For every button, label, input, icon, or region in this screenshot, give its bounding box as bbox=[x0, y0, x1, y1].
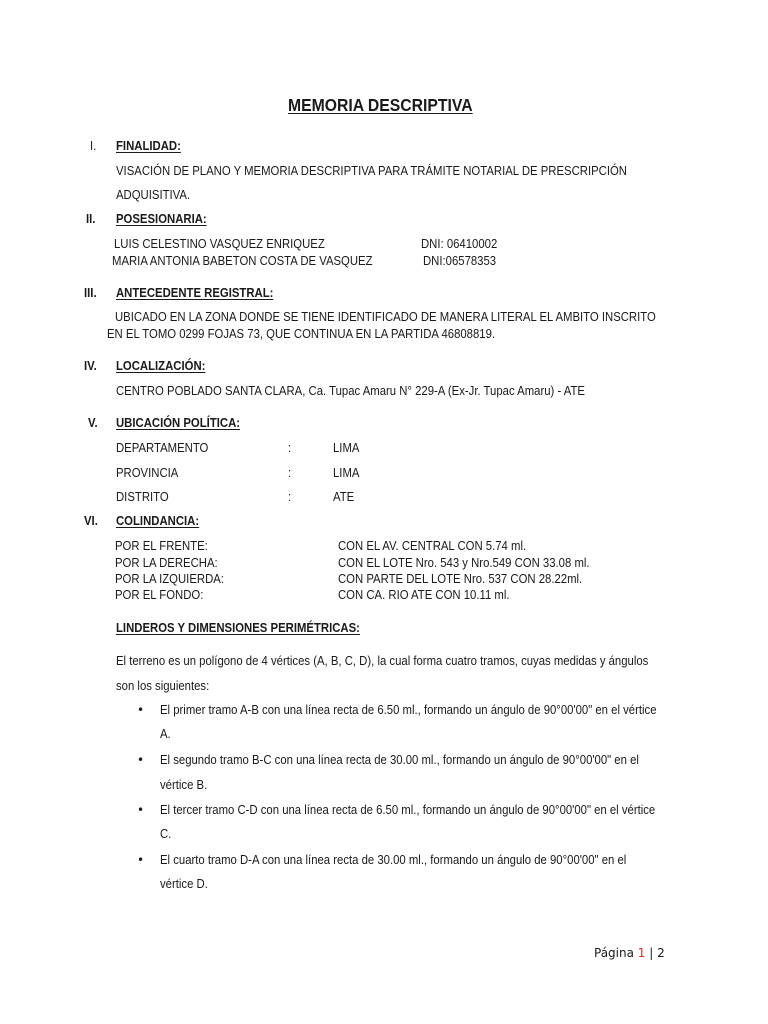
colindancia-label-izquierda: POR LA IZQUIERDA: bbox=[115, 572, 224, 586]
bullet-dot: • bbox=[137, 753, 145, 767]
linderos-intro-line-1: El terreno es un polígono de 4 vértices (A, B, C, D), la cual forma cuatro tramos, cuyas medidas y ángulos bbox=[116, 654, 649, 668]
ubicacion-separator: : bbox=[288, 466, 292, 480]
section-heading-linderos: LINDEROS Y DIMENSIONES PERIMÉTRICAS: bbox=[116, 621, 360, 635]
section-number-ubicacion: V. bbox=[88, 416, 98, 430]
ubicacion-value-distrito: ATE bbox=[333, 490, 355, 504]
section-heading-colindancia: COLINDANCIA: bbox=[116, 514, 200, 528]
section-number-posesionaria: II. bbox=[86, 212, 96, 226]
page-label: Página bbox=[594, 946, 634, 960]
colindancia-label-derecha: POR LA DERECHA: bbox=[115, 556, 218, 570]
section-number-localizacion: IV. bbox=[84, 359, 97, 373]
ubicacion-value-provincia: LIMA bbox=[333, 466, 360, 480]
page-current: 1 bbox=[637, 946, 646, 960]
linderos-bullet-1-line-1: El primer tramo A-B con una línea recta de 6.50 ml., formando un ángulo de 90°00'00" en el vértice bbox=[160, 703, 657, 717]
ubicacion-label-provincia: PROVINCIA bbox=[116, 466, 179, 480]
linderos-bullet-2-line-1: El segundo tramo B-C con una línea recta de 30.00 ml., formando un ángulo de 90°00'00" en el bbox=[160, 753, 639, 767]
section-heading-localizacion: LOCALIZACIÓN: bbox=[116, 359, 206, 373]
ubicacion-separator: : bbox=[288, 490, 292, 504]
colindancia-label-fondo: POR EL FONDO: bbox=[115, 588, 204, 602]
ubicacion-value-departamento: LIMA bbox=[333, 441, 360, 455]
colindancia-value-izquierda: CON PARTE DEL LOTE Nro. 537 CON 28.22ml. bbox=[338, 572, 583, 586]
linderos-intro-line-2: son los siguientes: bbox=[116, 679, 210, 693]
finalidad-text-line-2: ADQUISITIVA. bbox=[116, 188, 191, 202]
posesionaria-name-2: MARIA ANTONIA BABETON COSTA DE VASQUEZ bbox=[112, 254, 373, 268]
antecedente-text-line-1: UBICADO EN LA ZONA DONDE SE TIENE IDENTIFICADO DE MANERA LITERAL EL AMBITO INSCRITO bbox=[115, 310, 656, 324]
localizacion-text: CENTRO POBLADO SANTA CLARA, Ca. Tupac Amaru N° 229-A (Ex-Jr. Tupac Amaru) - ATE bbox=[116, 384, 585, 398]
document-title: MEMORIA DESCRIPTIVA bbox=[288, 95, 473, 115]
colindancia-value-frente: CON EL AV. CENTRAL CON 5.74 ml. bbox=[338, 539, 527, 553]
section-heading-posesionaria: POSESIONARIA: bbox=[116, 212, 207, 226]
antecedente-text-line-2: EN EL TOMO 0299 FOJAS 73, QUE CONTINUA EN LA PARTIDA 46808819. bbox=[107, 327, 496, 341]
colindancia-value-fondo: CON CA. RIO ATE CON 10.11 ml. bbox=[338, 588, 510, 602]
linderos-bullet-4-line-1: El cuarto tramo D-A con una línea recta de 30.00 ml., formando un ángulo de 90°00'00" en el bbox=[160, 853, 627, 867]
linderos-bullet-3-line-1: El tercer tramo C-D con una línea recta de 6.50 ml., formando un ángulo de 90°00'00" en el vértice bbox=[160, 803, 656, 817]
bullet-dot: • bbox=[137, 853, 145, 867]
section-number-finalidad: I. bbox=[90, 139, 97, 153]
page-number-footer bbox=[594, 945, 665, 961]
section-heading-finalidad: FINALIDAD: bbox=[116, 139, 181, 153]
ubicacion-separator: : bbox=[288, 441, 292, 455]
page-total: 2 bbox=[657, 946, 665, 960]
finalidad-text-line-1: VISACIÓN DE PLANO Y MEMORIA DESCRIPTIVA PARA TRÁMITE NOTARIAL DE PRESCRIPCIÓN bbox=[116, 164, 628, 178]
colindancia-label-frente: POR EL FRENTE: bbox=[115, 539, 208, 553]
bullet-dot: • bbox=[137, 703, 145, 717]
section-number-antecedente: III. bbox=[84, 286, 97, 300]
section-number-colindancia: VI. bbox=[84, 514, 98, 528]
page-separator: | bbox=[649, 946, 654, 960]
section-heading-ubicacion: UBICACIÓN POLÍTICA: bbox=[116, 416, 241, 430]
section-heading-antecedente: ANTECEDENTE REGISTRAL: bbox=[116, 286, 274, 300]
linderos-bullet-2-line-2: vértice B. bbox=[160, 778, 208, 792]
colindancia-value-derecha: CON EL LOTE Nro. 543 y Nro.549 CON 33.08 ml. bbox=[338, 556, 590, 570]
linderos-bullet-1-line-2: A. bbox=[160, 727, 171, 741]
posesionaria-dni-1: DNI: 06410002 bbox=[421, 237, 498, 251]
linderos-bullet-3-line-2: C. bbox=[160, 827, 172, 841]
ubicacion-label-distrito: DISTRITO bbox=[116, 490, 169, 504]
posesionaria-name-1: LUIS CELESTINO VASQUEZ ENRIQUEZ bbox=[114, 237, 325, 251]
posesionaria-dni-2: DNI:06578353 bbox=[423, 254, 497, 268]
ubicacion-label-departamento: DEPARTAMENTO bbox=[116, 441, 209, 455]
bullet-dot: • bbox=[137, 803, 145, 817]
linderos-bullet-4-line-2: vértice D. bbox=[160, 877, 208, 891]
